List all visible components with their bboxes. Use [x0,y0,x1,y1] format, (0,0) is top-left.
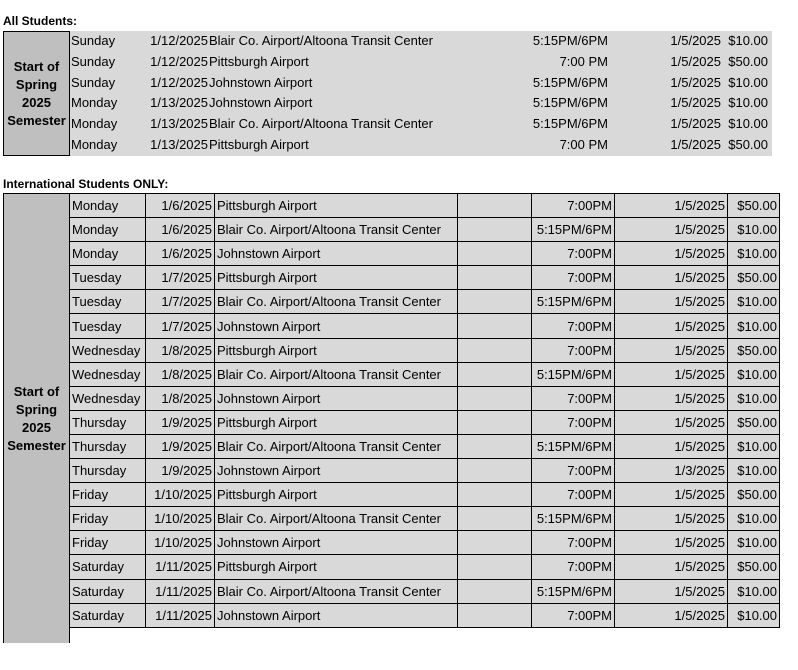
cell-time: 7:00PM [532,386,615,410]
cell-empty [458,483,532,507]
cell-empty [458,410,532,434]
cell-empty [458,314,532,338]
cell-price: $10.00 [728,386,780,410]
cell-price: $10.00 [728,95,768,111]
cell-price: $10.00 [728,218,780,242]
all-students-row [70,31,772,52]
cell-location: Johnstown Airport [215,242,458,266]
cell-open-date: 1/5/2025 [615,338,728,362]
cell-time: 5:15PM/6PM [532,362,615,386]
cell-empty [458,579,532,603]
cell-empty [458,603,532,627]
cell-day: Monday [70,242,146,266]
cell-location: Pittsburgh Airport [215,338,458,362]
international-row [70,218,780,242]
international-row [70,290,780,314]
cell-day: Tuesday [70,314,146,338]
cell-price: $10.00 [728,33,768,48]
cell-day: Thursday [70,459,146,483]
cell-day: Wednesday [70,362,146,386]
cell-location: Johnstown Airport [215,386,458,410]
international-row [70,338,780,362]
all-students-row [70,73,772,94]
cell-price: $50.00 [728,194,780,218]
cell-date: 1/9/2025 [146,434,215,458]
cell-empty [458,362,532,386]
cell-time: 7:00PM [532,410,615,434]
all-students-semester-label: Start of Spring 2025 Semester [3,31,70,156]
cell-time: 7:00 PM [559,137,608,152]
cell-location: Blair Co. Airport/Altoona Transit Center [215,434,458,458]
cell-open-date: 1/5/2025 [670,53,721,69]
cell-time: 5:15PM/6PM [532,290,615,314]
cell-time: 5:15PM/6PM [532,116,608,132]
cell-empty [458,386,532,410]
cell-open-date: 1/5/2025 [615,434,728,458]
cell-empty [458,266,532,290]
cell-price: $10.00 [728,434,780,458]
international-row [70,507,780,531]
cell-location: Blair Co. Airport/Altoona Transit Center [215,507,458,531]
international-row [70,194,780,218]
cell-location: Pittsburgh Airport [209,137,309,152]
cell-date: 1/13/2025 [150,95,208,111]
cell-location: Johnstown Airport [209,95,313,111]
cell-price: $10.00 [728,242,780,266]
cell-date: 1/8/2025 [146,362,215,386]
cell-location: Johnstown Airport [215,531,458,555]
cell-date: 1/6/2025 [146,218,215,242]
international-row [70,483,780,507]
cell-time: 7:00PM [532,531,615,555]
cell-date: 1/6/2025 [146,242,215,266]
cell-date: 1/7/2025 [146,314,215,338]
cell-date: 1/10/2025 [146,531,215,555]
cell-price: $50.00 [728,53,768,69]
cell-open-date: 1/5/2025 [615,314,728,338]
cell-day: Friday [70,531,146,555]
cell-empty [458,338,532,362]
cell-day: Monday [71,116,118,132]
cell-time: 7:00PM [532,266,615,290]
cell-day: Monday [71,95,118,111]
cell-open-date: 1/5/2025 [615,266,728,290]
cell-date: 1/7/2025 [146,290,215,314]
cell-date: 1/8/2025 [146,386,215,410]
cell-open-date: 1/5/2025 [615,194,728,218]
cell-location: Johnstown Airport [215,603,458,627]
cell-date: 1/6/2025 [146,194,215,218]
cell-day: Thursday [70,410,146,434]
international-row [70,410,780,434]
cell-open-date: 1/5/2025 [615,579,728,603]
cell-time: 7:00PM [532,338,615,362]
cell-time: 7:00PM [532,314,615,338]
cell-day: Monday [70,218,146,242]
cell-location: Pittsburgh Airport [215,194,458,218]
cell-date: 1/7/2025 [146,266,215,290]
cell-open-date: 1/5/2025 [670,74,721,90]
cell-price: $50.00 [728,410,780,434]
cell-open-date: 1/5/2025 [615,362,728,386]
cell-price: $10.00 [728,531,780,555]
cell-open-date: 1/5/2025 [670,137,721,152]
cell-empty [458,555,532,579]
cell-time: 7:00PM [532,459,615,483]
international-row [70,555,780,579]
cell-open-date: 1/5/2025 [615,290,728,314]
all-students-row [70,114,772,135]
international-row [70,362,780,386]
cell-day: Monday [71,137,118,152]
cell-day: Saturday [70,603,146,627]
cell-open-date: 1/5/2025 [615,603,728,627]
cell-open-date: 1/5/2025 [615,386,728,410]
cell-open-date: 1/5/2025 [670,33,721,48]
cell-location: Blair Co. Airport/Altoona Transit Center [209,116,433,132]
international-row [70,386,780,410]
cell-open-date: 1/5/2025 [670,116,721,132]
cell-open-date: 1/5/2025 [615,531,728,555]
cell-date: 1/8/2025 [146,338,215,362]
cell-day: Thursday [70,434,146,458]
cell-open-date: 1/5/2025 [615,507,728,531]
cell-date: 1/12/2025 [150,33,208,48]
cell-time: 5:15PM/6PM [532,579,615,603]
cell-empty [458,242,532,266]
cell-date: 1/12/2025 [150,74,208,90]
international-row [70,531,780,555]
cell-price: $50.00 [728,266,780,290]
cell-open-date: 1/5/2025 [615,410,728,434]
cell-location: Johnstown Airport [215,459,458,483]
cell-location: Blair Co. Airport/Altoona Transit Center [215,218,458,242]
cell-price: $10.00 [728,116,768,132]
cell-time: 5:15PM/6PM [532,95,608,111]
cell-time: 7:00PM [532,194,615,218]
cell-price: $50.00 [728,338,780,362]
cell-location: Blair Co. Airport/Altoona Transit Center [215,362,458,386]
cell-location: Pittsburgh Airport [209,53,309,69]
cell-date: 1/9/2025 [146,410,215,434]
cell-price: $10.00 [728,74,768,90]
cell-empty [458,507,532,531]
international-semester-label: Start of Spring 2025 Semester [3,193,70,643]
cell-day: Sunday [71,33,116,48]
all-students-title: All Students: [3,14,77,28]
cell-day: Saturday [70,579,146,603]
all-students-row [70,52,772,73]
all-students-row [70,135,772,156]
international-row [70,603,780,627]
cell-day: Tuesday [70,266,146,290]
cell-empty [458,218,532,242]
cell-time: 5:15PM/6PM [532,218,615,242]
cell-day: Saturday [70,555,146,579]
cell-day: Sunday [71,53,116,69]
cell-price: $10.00 [728,459,780,483]
cell-open-date: 1/5/2025 [615,555,728,579]
cell-location: Pittsburgh Airport [215,555,458,579]
cell-day: Sunday [71,74,116,90]
cell-date: 1/11/2025 [146,555,215,579]
cell-location: Johnstown Airport [215,314,458,338]
cell-time: 5:15PM/6PM [532,74,608,90]
cell-open-date: 1/5/2025 [670,95,721,111]
cell-location: Blair Co. Airport/Altoona Transit Center [209,33,433,48]
cell-date: 1/10/2025 [146,507,215,531]
cell-time: 7:00PM [532,242,615,266]
cell-empty [458,434,532,458]
cell-location: Pittsburgh Airport [215,410,458,434]
cell-open-date: 1/5/2025 [615,218,728,242]
cell-location: Pittsburgh Airport [215,483,458,507]
cell-open-date: 1/3/2025 [615,459,728,483]
international-row [70,459,780,483]
cell-date: 1/11/2025 [146,603,215,627]
cell-open-date: 1/5/2025 [615,242,728,266]
cell-empty [458,459,532,483]
cell-time: 5:15PM/6PM [532,507,615,531]
cell-day: Wednesday [70,386,146,410]
cell-price: $50.00 [728,555,780,579]
cell-time: 5:15PM/6PM [532,434,615,458]
cell-price: $10.00 [728,507,780,531]
cell-empty [458,290,532,314]
cell-date: 1/13/2025 [150,116,208,132]
all-students-row [70,93,772,114]
cell-time: 5:15PM/6PM [532,33,608,48]
cell-date: 1/11/2025 [146,579,215,603]
cell-location: Blair Co. Airport/Altoona Transit Center [215,290,458,314]
international-row [70,266,780,290]
cell-location: Johnstown Airport [209,74,313,90]
international-row [70,314,780,338]
cell-date: 1/10/2025 [146,483,215,507]
cell-day: Wednesday [70,338,146,362]
cell-price: $10.00 [728,362,780,386]
cell-empty [458,531,532,555]
all-students-table [3,31,772,156]
cell-day: Friday [70,483,146,507]
cell-price: $10.00 [728,579,780,603]
cell-day: Tuesday [70,290,146,314]
cell-open-date: 1/5/2025 [615,483,728,507]
cell-day: Monday [70,194,146,218]
cell-price: $10.00 [728,314,780,338]
cell-date: 1/13/2025 [150,137,208,152]
cell-day: Friday [70,507,146,531]
cell-time: 7:00PM [532,555,615,579]
cell-price: $10.00 [728,290,780,314]
international-students-title: International Students ONLY: [3,177,169,191]
cell-price: $10.00 [728,603,780,627]
international-row [70,579,780,603]
international-students-table [3,193,779,643]
international-row [70,242,780,266]
cell-price: $50.00 [728,137,768,152]
cell-empty [458,194,532,218]
international-row [70,434,780,458]
cell-time: 7:00PM [532,483,615,507]
cell-price: $50.00 [728,483,780,507]
cell-time: 7:00PM [532,603,615,627]
cell-time: 7:00 PM [559,53,608,69]
cell-date: 1/12/2025 [150,53,208,69]
cell-location: Blair Co. Airport/Altoona Transit Center [215,579,458,603]
cell-date: 1/9/2025 [146,459,215,483]
cell-location: Pittsburgh Airport [215,266,458,290]
